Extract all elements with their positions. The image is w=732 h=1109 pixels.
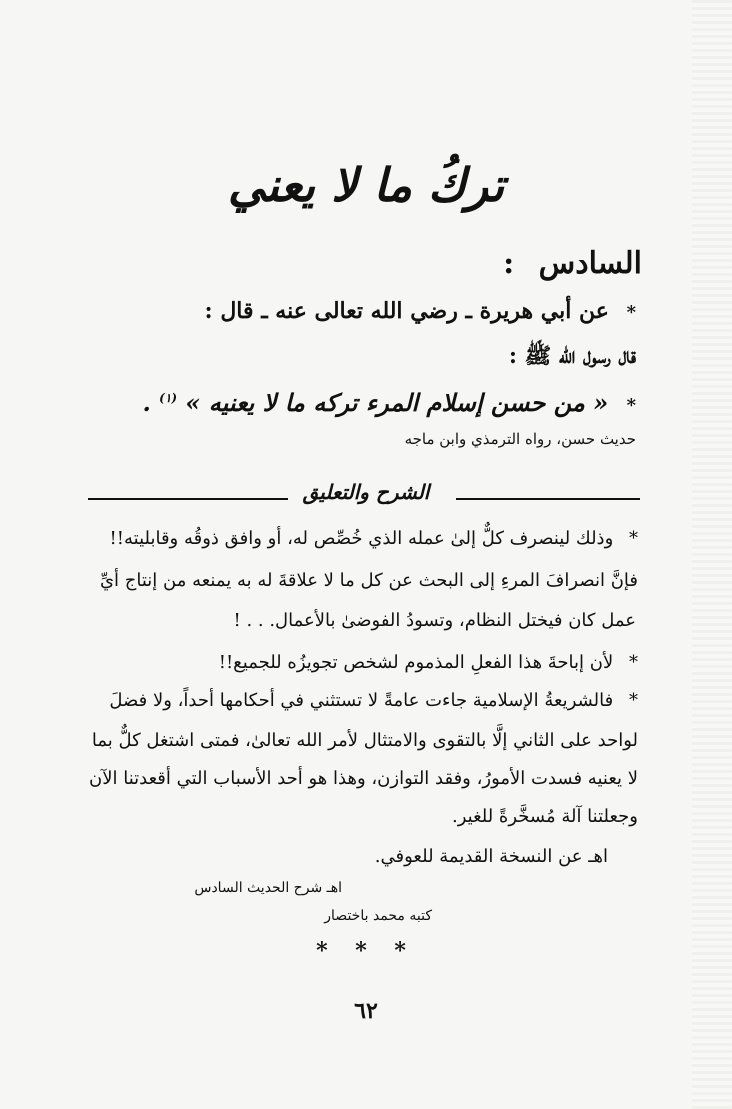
footnote-marker: (١)	[159, 391, 177, 405]
star-bullet: *	[629, 690, 638, 711]
paragraph-text: فالشريعةُ الإسلامية جاءت عامةً لا تستثني في أحكامها أحداً، ولا فضلَ	[109, 690, 614, 711]
paragraph-4-line-4: وجعلتنا آلة مُسخَّرةً للغير.	[451, 806, 638, 827]
paragraph-4-line-1	[109, 690, 638, 711]
star-bullet: *	[626, 302, 636, 323]
end-note-2: كتبه محمد باختصار	[324, 908, 432, 924]
commentary-heading: الشرح والتعليق	[302, 480, 430, 504]
section-heading-colon: :	[503, 246, 515, 281]
star-bullet: *	[629, 652, 638, 673]
paragraph-1	[110, 528, 638, 549]
prophet-line: قال رسول الله ﷺ :	[508, 343, 636, 369]
paragraph-2-line-1: فإنَّ انصرافَ المرءِ إلى البحث عن كل ما لا علاقةَ له به يمنعه من إنتاج أيِّ	[99, 570, 638, 591]
paragraph-3	[219, 652, 638, 673]
hadith-text: « من حسن إسلام المرء تركه ما لا يعنيه »	[185, 388, 609, 417]
paragraph-2-line-2: عمل كان فيختل النظام، وتسودُ الفوضىٰ بالأعمال. . . !	[233, 610, 636, 631]
page-number: ٦٢	[354, 998, 378, 1024]
section-heading-label: السادس	[538, 246, 642, 281]
hadith-line	[142, 388, 636, 417]
narrator-line	[205, 298, 636, 324]
narrator-text: عن أبي هريرة ـ رضي الله تعالى عنه ـ قال :	[204, 298, 609, 324]
page-title: تركُ ما لا يعني	[227, 158, 505, 212]
hadith-source: حديث حسن، رواه الترمذي وابن ماجه	[404, 430, 636, 448]
section-heading	[503, 246, 642, 281]
star-bullet: *	[629, 528, 638, 549]
paragraph-4-line-3: لا يعنيه فسدت الأمورُ، وفقد التوازن، وهذا هو أحد الأسباب التي أقعدتنا الآن	[89, 768, 638, 789]
end-note-1: اهـ شرح الحديث السادس	[194, 880, 342, 896]
paragraph-text: لأن إباحةَ هذا الفعلِ المذموم لشخص تجويزُه للجميع!!	[218, 652, 614, 673]
star-bullet: *	[626, 395, 636, 416]
end-quote: اهـ عن النسخة القديمة للعوفي.	[374, 846, 608, 867]
separator-stars: * * *	[316, 938, 416, 964]
hadith-end: .	[142, 388, 151, 417]
paragraph-text: وذلك لينصرف كلٌّ إلىٰ عمله الذي خُصِّص له، أو وافق ذوقُه وقابليته!!	[109, 528, 614, 549]
paragraph-4-line-2: لواحد على الثاني إلَّا بالتقوى والامتثال لأمر الله تعالىٰ، فمتى اشتغل كلٌّ بما	[91, 730, 638, 751]
